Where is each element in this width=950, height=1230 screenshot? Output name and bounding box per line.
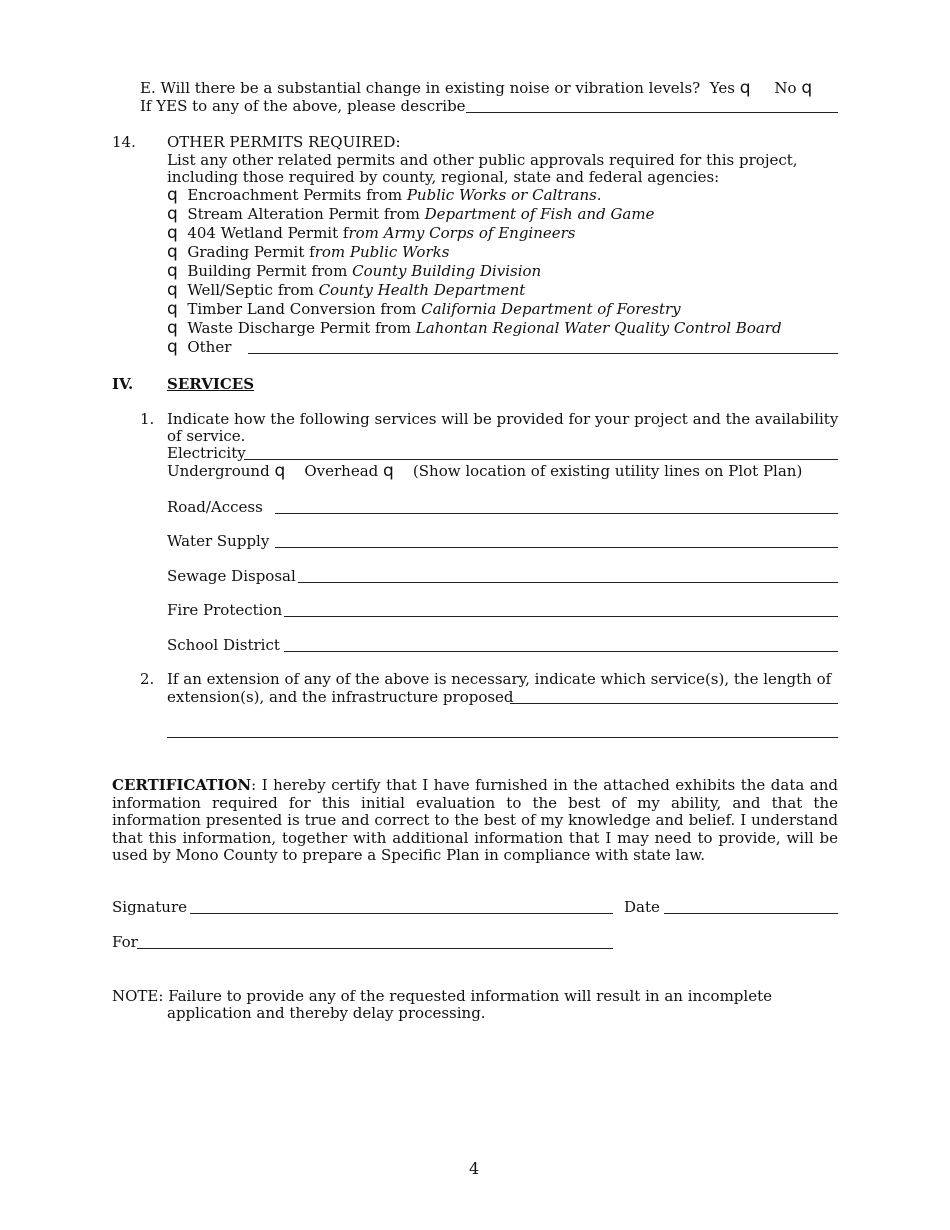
school-district-field[interactable]: [284, 651, 838, 652]
permit-agency: County Health Department: [318, 281, 526, 299]
underground-checkbox[interactable]: q: [274, 461, 286, 481]
date-label: Date: [624, 898, 660, 916]
sewage-disposal-label: Sewage Disposal: [167, 567, 296, 585]
fire-protection-label: Fire Protection: [167, 601, 283, 619]
note-line-2: application and thereby delay processing.: [167, 1004, 486, 1022]
signature-field[interactable]: [190, 913, 613, 914]
permit-agency: rom Public Works: [314, 243, 450, 261]
services-item-1-text-2: of service.: [167, 427, 246, 445]
extension-field-2[interactable]: [167, 737, 838, 738]
permit-checkbox[interactable]: q: [167, 280, 178, 300]
permit-agency: rom Army Corps of Engineers: [348, 224, 576, 242]
permit-agency: Department of Fish and Game: [424, 205, 655, 223]
services-item-2-text: If an extension of any of the above is necessary, indicate which service(s), the length of: [167, 670, 832, 688]
permit-checkbox[interactable]: q: [167, 299, 178, 319]
permit-agency: County Building Division: [352, 262, 542, 280]
permit-checkbox[interactable]: q: [167, 204, 178, 224]
permit-other: q Other: [167, 337, 232, 357]
permit-item: [167, 205, 654, 223]
services-item-2-number: 2.: [140, 670, 155, 688]
permit-other-field[interactable]: [248, 353, 838, 354]
permit-checkbox[interactable]: q: [167, 261, 178, 281]
services-item-1-number: 1.: [140, 410, 155, 428]
permit-agency: Lahontan Regional Water Quality Control Board: [415, 319, 782, 337]
permit-name: Waste Discharge Permit from: [187, 319, 416, 337]
permit-item: [167, 186, 602, 204]
electricity-field[interactable]: [244, 459, 838, 460]
permit-name: 404 Wetland Permit f: [187, 224, 349, 242]
permit-checkbox[interactable]: q: [167, 223, 178, 243]
extension-field[interactable]: [510, 703, 838, 704]
permit-item: [167, 224, 576, 242]
section-14-number: 14.: [112, 133, 136, 151]
permit-agency: California Department of Forestry: [421, 300, 681, 318]
permits-intro-1: List any other related permits and other public approvals required for this project,: [167, 151, 798, 169]
permit-name: Grading Permit f: [187, 243, 315, 261]
road-access-label: Road/Access: [167, 498, 263, 516]
services-title: SERVICES: [167, 375, 255, 393]
school-district-label: School District: [167, 636, 280, 654]
describe-field[interactable]: [466, 112, 838, 113]
no-checkbox[interactable]: q: [801, 78, 813, 98]
permits-intro-2: including those required by county, regional, state and federal agencies:: [167, 168, 720, 186]
certification-text: : I hereby certify that I have furnished in the attached exhibits the data and information required for this initial evaluation to the best of my ability, and that the information presented is true and correct to the best of my knowledge and belief. I understand that this information, together with additional information that I may need to provide, will be used by Mono County to prepare a Specific Plan in compliance with state law.: [112, 776, 838, 864]
water-supply-label: Water Supply: [167, 532, 270, 550]
permit-other-checkbox[interactable]: q: [167, 337, 178, 357]
water-supply-field[interactable]: [275, 547, 838, 548]
permit-checkbox[interactable]: q: [167, 185, 178, 205]
permit-agency: Public Works or Caltrans.: [406, 186, 602, 204]
permit-item: [167, 243, 449, 261]
page-number: 4: [469, 1159, 480, 1178]
permit-item: [167, 281, 525, 299]
permit-name: Stream Alteration Permit from: [187, 205, 425, 223]
permit-checkbox[interactable]: q: [167, 242, 178, 262]
sewage-disposal-field[interactable]: [298, 582, 838, 583]
signature-label: Signature: [112, 898, 188, 916]
for-field[interactable]: [137, 948, 613, 949]
permit-name: Encroachment Permits from: [187, 186, 407, 204]
permit-item: [167, 262, 541, 280]
note-line-1: NOTE: Failure to provide any of the requested information will result in an incomplete: [112, 987, 772, 1005]
certification-label: CERTIFICATION: [112, 776, 252, 794]
electricity-label: Electricity: [167, 444, 246, 462]
services-item-2-text-2: extension(s), and the infrastructure proposed: [167, 688, 514, 706]
permit-item: [167, 300, 681, 318]
describe-label: If YES to any of the above, please describe: [140, 97, 466, 115]
road-access-field[interactable]: [275, 513, 838, 514]
certification-paragraph: [112, 777, 838, 865]
permit-checkbox[interactable]: q: [167, 318, 178, 338]
fire-protection-field[interactable]: [284, 616, 838, 617]
for-label: For: [112, 933, 138, 951]
permit-name: Building Permit from: [187, 262, 353, 280]
services-item-1-text: Indicate how the following services will be provided for your project and the availability: [167, 410, 839, 428]
date-field[interactable]: [664, 913, 838, 914]
noise-question: E. Will there be a substantial change in existing noise or vibration levels? Yes q No q: [140, 78, 813, 98]
permits-heading: OTHER PERMITS REQUIRED:: [167, 133, 401, 151]
electricity-options: Underground q Overhead q (Show location of existing utility lines on Plot Plan): [167, 461, 803, 481]
permit-name: Timber Land Conversion from: [187, 300, 422, 318]
section-iv-numeral: IV.: [112, 375, 134, 393]
permit-name: Well/Septic from: [187, 281, 319, 299]
permit-item: [167, 319, 782, 337]
yes-checkbox[interactable]: q: [739, 78, 751, 98]
overhead-checkbox[interactable]: q: [383, 461, 394, 481]
